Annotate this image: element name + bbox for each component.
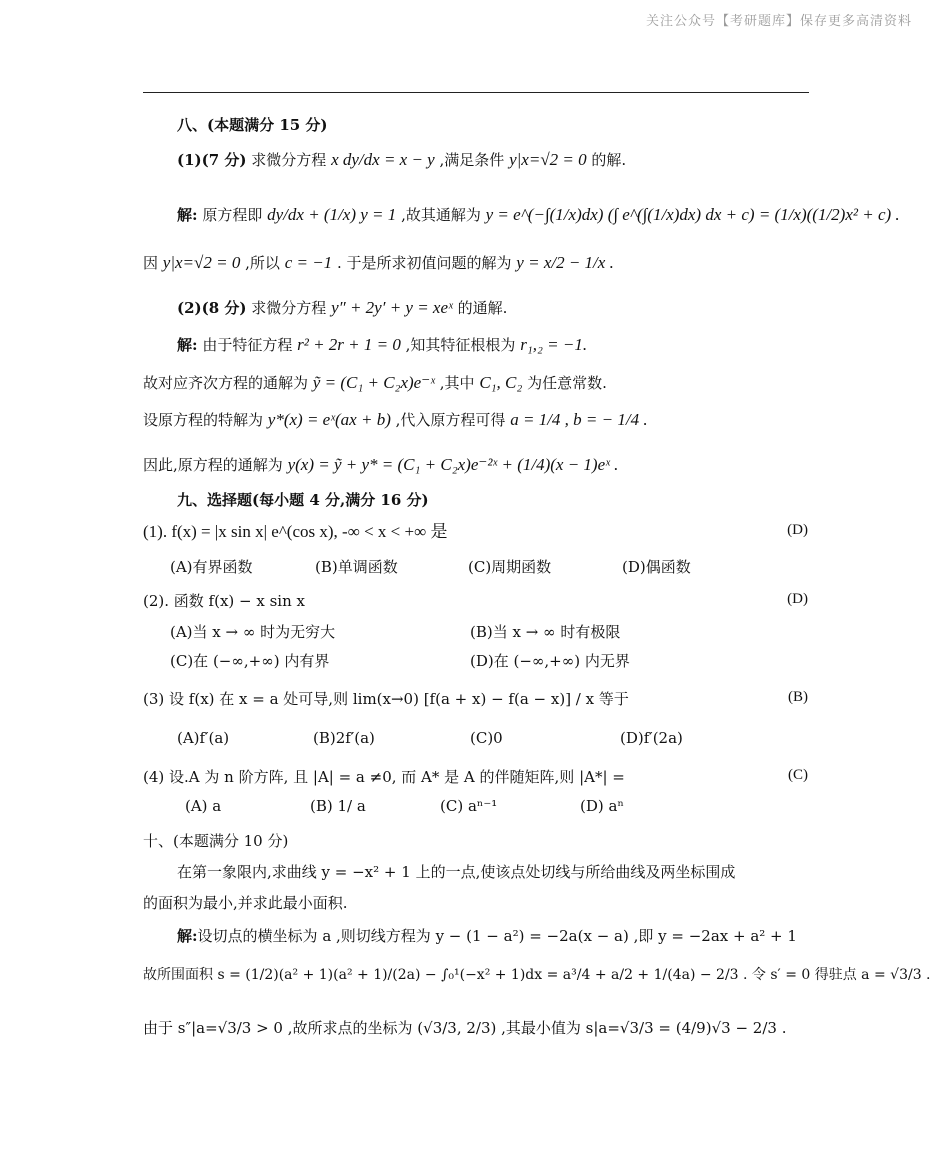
s9-question-4: (4) 设.A 为 n 阶方阵, 且 |A| = a ≠0, 而 A* 是 A 的伴随矩阵,则 |A*| = — [143, 768, 625, 786]
s10-solution-2: 故所围面积 s = (1/2)(a² + 1)(a² + 1)/(2a) − ∫₀¹(−x² + 1)dx = a³/4 + a/2 + 1/(4a) − 2/3 . 令 s′ = 0 得驻点 a = √3/3 . — [143, 967, 931, 983]
section-9-title: 九、选择题(每小题 4 分,满分 16 分) — [177, 491, 429, 509]
s8-p1-equation: x dy/dx = x − y — [331, 150, 435, 169]
s10-solution-3: 由于 s″|a=√3/3 > 0 ,故所求点的坐标为 (√3/3, 2/3) ,其最小值为 s|a=√3/3 = (4/9)√3 − 2/3 . — [143, 1019, 787, 1037]
watermark: 关注公众号【考研题库】保存更多高清资料 — [645, 14, 912, 29]
s9-q3-answer: (B) — [788, 689, 808, 705]
s9-q3-option-b: (B)2f′(a) — [313, 729, 375, 747]
s10-problem-line-1: 在第一象限内,求曲线 y = −x² + 1 上的一点,使该点处切线与所给曲线及两坐标围成 — [177, 863, 736, 881]
s9-q2-option-b: (B)当 x → ∞ 时有极限 — [470, 623, 621, 641]
s8-problem-1: (1)(7 分) 求微分方程 x dy/dx = x − y ,满足条件 y|x=√2 = 0 的解. — [177, 150, 627, 169]
s9-q1-answer: (D) — [787, 522, 808, 538]
section-10-title: 十、(本题满分 10 分) — [143, 832, 289, 850]
s8-problem-2: (2)(8 分) 求微分方程 y″ + 2y′ + y = xeˣ 的通解. — [177, 298, 508, 317]
header-rule — [143, 92, 809, 93]
s8-p2-solution-3: 设原方程的特解为 y*(x) = eˣ(ax + b) ,代入原方程可得 a = 1/4 , b = − 1/4 . — [143, 410, 648, 429]
s10-solution-1: 解:设切点的横坐标为 a ,则切线方程为 y − (1 − a²) = −2a(x − a) ,即 y = −2ax + a² + 1 — [177, 927, 797, 945]
s8-p2-solution-1: 解: 由于特征方程 r² + 2r + 1 = 0 ,知其特征根根为 r₁,₂ = −1. — [177, 335, 588, 354]
s8-p2-solution-4: 因此,原方程的通解为 y(x) = ỹ + y* = (C₁ + C₂x)e⁻²ˣ + (1/4)(x − 1)eˣ . — [143, 455, 619, 474]
s8-p2-solution-2: 故对应齐次方程的通解为 ỹ = (C₁ + C₂x)e⁻ˣ ,其中 C₁, C₂ 为任意常数. — [143, 373, 607, 392]
s9-q1-option-d: (D)偶函数 — [622, 558, 691, 576]
s9-q4-option-a: (A) a — [185, 797, 222, 815]
s9-q3-option-a: (A)f′(a) — [177, 729, 230, 747]
s9-q4-option-d: (D) aⁿ — [580, 797, 624, 815]
s9-q4-option-b: (B) 1/ a — [310, 797, 366, 815]
s9-question-3: (3) 设 f(x) 在 x = a 处可导,则 lim(x→0) [f(a + x) − f(a − x)] / x 等于 — [143, 690, 629, 708]
s9-q3-option-d: (D)f′(2a) — [620, 729, 683, 747]
s8-p1-solution: 解: 原方程即 dy/dx + (1/x) y = 1 ,故其通解为 y = e^(−∫(1/x)dx) (∫ e^(∫(1/x)dx) dx + c) = (1/x)((1/2)x² + c) . — [177, 205, 900, 224]
s9-q1-option-a: (A)有界函数 — [170, 558, 253, 576]
s9-q4-answer: (C) — [788, 767, 808, 783]
s9-q3-option-c: (C)0 — [470, 729, 503, 747]
s9-question-1: (1). f(x) = |x sin x| e^(cos x), -∞ < x < +∞ 是 — [143, 522, 448, 541]
s9-question-2: (2). 函数 f(x) − x sin x — [143, 592, 305, 610]
s8-p1-conclusion: 因 y|x=√2 = 0 ,所以 c = −1 . 于是所求初值问题的解为 y = x/2 − 1/x . — [143, 253, 614, 272]
section-8-title: 八、(本题满分 15 分) — [177, 116, 328, 134]
s9-q2-option-a: (A)当 x → ∞ 时为无穷大 — [170, 623, 336, 641]
s9-q4-option-c: (C) aⁿ⁻¹ — [440, 797, 498, 815]
s9-q1-option-c: (C)周期函数 — [468, 558, 552, 576]
s9-q2-option-c: (C)在 (−∞,+∞) 内有界 — [170, 652, 330, 670]
s9-q1-option-b: (B)单调函数 — [315, 558, 398, 576]
s9-q2-option-d: (D)在 (−∞,+∞) 内无界 — [470, 652, 630, 670]
s9-q2-answer: (D) — [787, 591, 808, 607]
s10-problem-line-2: 的面积为最小,并求此最小面积. — [143, 894, 348, 912]
